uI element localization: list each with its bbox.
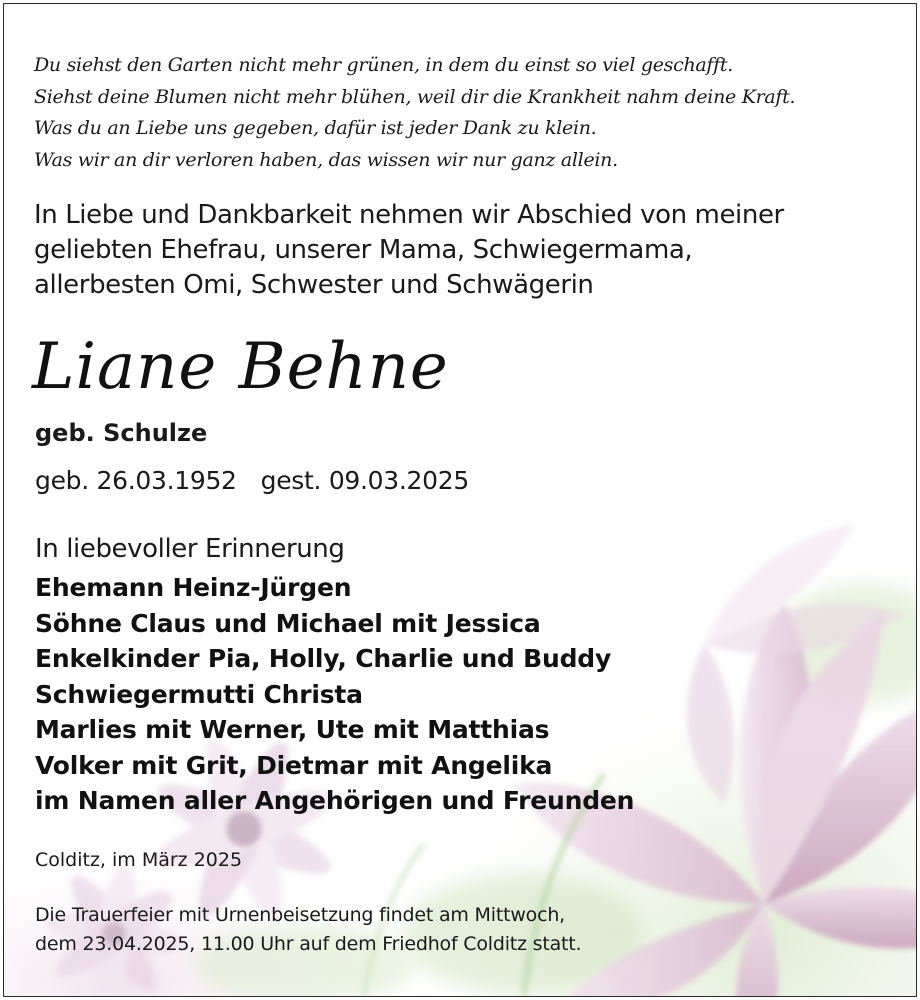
poem-line: Du siehst den Garten nicht mehr grünen, in dem du einst so viel geschafft. <box>34 54 733 76</box>
mourner-line: Söhne Claus und Michael mit Jessica <box>35 608 541 638</box>
mourner-line: im Namen aller Angehörigen und Freunden <box>35 786 635 815</box>
intro-line: allerbesten Omi, Schwester und Schwägerin <box>34 270 594 300</box>
mourners-heading: In liebevoller Erinnerung <box>35 534 345 564</box>
notice-line: Die Trauerfeier mit Urnenbeisetzung findet am Mittwoch, <box>35 904 566 926</box>
life-dates <box>35 466 469 495</box>
obituary-notice <box>3 3 917 997</box>
maiden-name: geb. Schulze <box>35 419 208 447</box>
birth-date: geb. 26.03.1952 <box>35 466 237 495</box>
mourners-list <box>35 570 634 819</box>
poem <box>34 50 795 176</box>
mourner-line: Marlies mit Werner, Ute mit Matthias <box>35 715 550 744</box>
mourner-line: Volker mit Grit, Dietmar mit Angelika <box>35 750 553 780</box>
poem-line: Was wir an dir verloren haben, das wissen wir nur ganz allein. <box>34 148 618 171</box>
poem-line: Was du an Liebe uns gegeben, dafür ist jeder Dank zu klein. <box>34 117 597 139</box>
notice-line: dem 23.04.2025, 11.00 Uhr auf dem Friedhof Colditz statt. <box>35 933 582 955</box>
mourner-line: Schwiegermutti Christa <box>35 679 363 709</box>
poem-line: Siehst deine Blumen nicht mehr blühen, weil dir die Krankheit nahm deine Kraft. <box>34 85 796 108</box>
death-date: gest. 09.03.2025 <box>260 466 469 495</box>
funeral-notice <box>35 901 581 959</box>
farewell-intro <box>34 198 784 303</box>
intro-line: In Liebe und Dankbarkeit nehmen wir Abschied von meiner <box>34 200 784 230</box>
mourner-line: Enkelkinder Pia, Holly, Charlie und Buddy <box>35 644 612 673</box>
mourner-line: Ehemann Heinz-Jürgen <box>35 573 352 602</box>
place-and-date: Colditz, im März 2025 <box>35 849 243 871</box>
intro-line: geliebten Ehefrau, unserer Mama, Schwiegermama, <box>34 235 693 265</box>
deceased-name: Liane Behne <box>32 330 449 404</box>
